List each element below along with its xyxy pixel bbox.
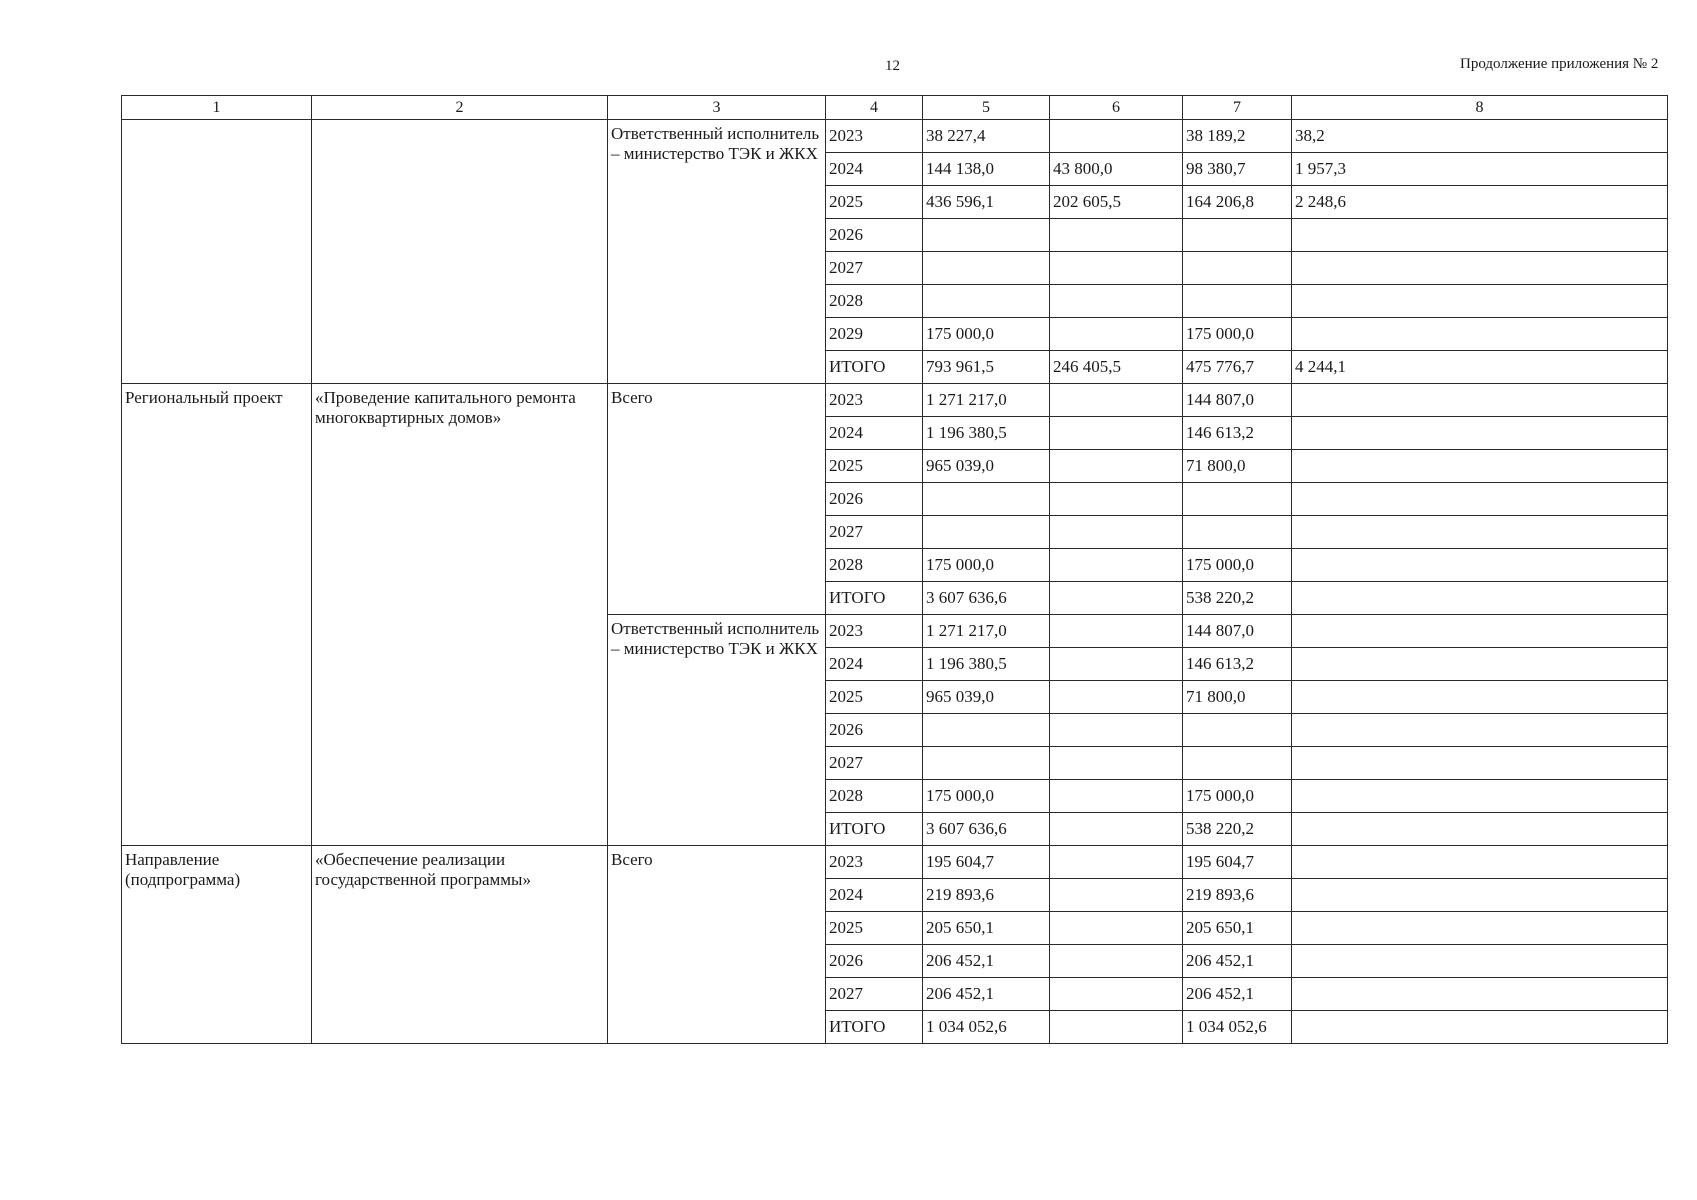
year-cell: ИТОГО bbox=[826, 351, 923, 384]
column-header: 5 bbox=[923, 96, 1050, 120]
regional-cell: 175 000,0 bbox=[1183, 318, 1292, 351]
federal-cell bbox=[1050, 879, 1183, 912]
regional-cell: 205 650,1 bbox=[1183, 912, 1292, 945]
regional-cell: 538 220,2 bbox=[1183, 813, 1292, 846]
year-cell: 2025 bbox=[826, 186, 923, 219]
year-cell: 2026 bbox=[826, 945, 923, 978]
funding-table bbox=[121, 95, 1668, 1044]
regional-cell: 146 613,2 bbox=[1183, 417, 1292, 450]
total-cell: 175 000,0 bbox=[923, 549, 1050, 582]
table-body bbox=[122, 120, 1668, 1044]
section-title-cell: «Обеспечение реализации государственной программы» bbox=[312, 846, 608, 1044]
federal-cell bbox=[1050, 582, 1183, 615]
year-cell: ИТОГО bbox=[826, 1011, 923, 1044]
local-cell bbox=[1292, 384, 1668, 417]
federal-cell: 202 605,5 bbox=[1050, 186, 1183, 219]
local-cell: 38,2 bbox=[1292, 120, 1668, 153]
column-header: 6 bbox=[1050, 96, 1183, 120]
year-cell: 2025 bbox=[826, 681, 923, 714]
local-cell bbox=[1292, 318, 1668, 351]
total-cell: 436 596,1 bbox=[923, 186, 1050, 219]
column-header: 1 bbox=[122, 96, 312, 120]
executor-cell: Ответственный исполнитель – министерство ТЭК и ЖКХ bbox=[608, 120, 826, 384]
federal-cell bbox=[1050, 516, 1183, 549]
total-cell bbox=[923, 714, 1050, 747]
regional-cell: 144 807,0 bbox=[1183, 615, 1292, 648]
local-cell: 1 957,3 bbox=[1292, 153, 1668, 186]
page-number: 12 bbox=[885, 58, 900, 74]
total-cell: 205 650,1 bbox=[923, 912, 1050, 945]
local-cell bbox=[1292, 714, 1668, 747]
regional-cell: 175 000,0 bbox=[1183, 549, 1292, 582]
column-header: 2 bbox=[312, 96, 608, 120]
total-cell bbox=[923, 219, 1050, 252]
regional-cell bbox=[1183, 747, 1292, 780]
federal-cell bbox=[1050, 978, 1183, 1011]
year-cell: 2023 bbox=[826, 615, 923, 648]
total-cell bbox=[923, 747, 1050, 780]
federal-cell bbox=[1050, 120, 1183, 153]
table-row bbox=[122, 846, 1668, 879]
local-cell bbox=[1292, 780, 1668, 813]
regional-cell: 144 807,0 bbox=[1183, 384, 1292, 417]
year-cell: 2026 bbox=[826, 219, 923, 252]
regional-cell: 475 776,7 bbox=[1183, 351, 1292, 384]
year-cell: 2024 bbox=[826, 648, 923, 681]
federal-cell bbox=[1050, 417, 1183, 450]
total-cell bbox=[923, 483, 1050, 516]
regional-cell bbox=[1183, 516, 1292, 549]
regional-cell: 71 800,0 bbox=[1183, 450, 1292, 483]
federal-cell bbox=[1050, 219, 1183, 252]
year-cell: 2028 bbox=[826, 285, 923, 318]
year-cell: 2026 bbox=[826, 714, 923, 747]
total-cell: 1 034 052,6 bbox=[923, 1011, 1050, 1044]
local-cell bbox=[1292, 417, 1668, 450]
executor-cell: Всего bbox=[608, 384, 826, 615]
federal-cell bbox=[1050, 846, 1183, 879]
total-cell: 3 607 636,6 bbox=[923, 582, 1050, 615]
regional-cell: 71 800,0 bbox=[1183, 681, 1292, 714]
total-cell: 219 893,6 bbox=[923, 879, 1050, 912]
regional-cell: 206 452,1 bbox=[1183, 945, 1292, 978]
column-header: 3 bbox=[608, 96, 826, 120]
local-cell bbox=[1292, 549, 1668, 582]
total-cell: 965 039,0 bbox=[923, 681, 1050, 714]
regional-cell: 38 189,2 bbox=[1183, 120, 1292, 153]
regional-cell: 206 452,1 bbox=[1183, 978, 1292, 1011]
local-cell: 2 248,6 bbox=[1292, 186, 1668, 219]
table-row bbox=[122, 384, 1668, 417]
federal-cell bbox=[1050, 945, 1183, 978]
column-header: 8 bbox=[1292, 96, 1668, 120]
total-cell: 1 196 380,5 bbox=[923, 648, 1050, 681]
total-cell: 144 138,0 bbox=[923, 153, 1050, 186]
year-cell: 2025 bbox=[826, 450, 923, 483]
total-cell: 793 961,5 bbox=[923, 351, 1050, 384]
column-header: 4 bbox=[826, 96, 923, 120]
federal-cell bbox=[1050, 483, 1183, 516]
local-cell bbox=[1292, 648, 1668, 681]
year-cell: 2027 bbox=[826, 978, 923, 1011]
year-cell: 2026 bbox=[826, 483, 923, 516]
regional-cell bbox=[1183, 252, 1292, 285]
continuation-label: Продолжение приложения № 2 bbox=[1460, 56, 1659, 72]
federal-cell bbox=[1050, 780, 1183, 813]
year-cell: 2028 bbox=[826, 549, 923, 582]
year-cell: 2024 bbox=[826, 417, 923, 450]
total-cell bbox=[923, 252, 1050, 285]
regional-cell: 219 893,6 bbox=[1183, 879, 1292, 912]
total-cell: 965 039,0 bbox=[923, 450, 1050, 483]
regional-cell: 164 206,8 bbox=[1183, 186, 1292, 219]
regional-cell: 195 604,7 bbox=[1183, 846, 1292, 879]
federal-cell bbox=[1050, 318, 1183, 351]
local-cell bbox=[1292, 516, 1668, 549]
total-cell: 3 607 636,6 bbox=[923, 813, 1050, 846]
year-cell: 2027 bbox=[826, 516, 923, 549]
federal-cell bbox=[1050, 912, 1183, 945]
total-cell bbox=[923, 516, 1050, 549]
total-cell: 195 604,7 bbox=[923, 846, 1050, 879]
federal-cell: 246 405,5 bbox=[1050, 351, 1183, 384]
federal-cell bbox=[1050, 384, 1183, 417]
section-title-cell: «Проведение капитального ремонта многоквартирных домов» bbox=[312, 384, 608, 846]
local-cell bbox=[1292, 945, 1668, 978]
federal-cell bbox=[1050, 1011, 1183, 1044]
year-cell: ИТОГО bbox=[826, 582, 923, 615]
total-cell bbox=[923, 285, 1050, 318]
year-cell: 2023 bbox=[826, 384, 923, 417]
federal-cell: 43 800,0 bbox=[1050, 153, 1183, 186]
regional-cell bbox=[1183, 285, 1292, 318]
local-cell bbox=[1292, 846, 1668, 879]
local-cell bbox=[1292, 813, 1668, 846]
total-cell: 1 271 217,0 bbox=[923, 384, 1050, 417]
executor-cell: Ответственный исполнитель – министерство ТЭК и ЖКХ bbox=[608, 615, 826, 846]
regional-cell: 1 034 052,6 bbox=[1183, 1011, 1292, 1044]
year-cell: 2025 bbox=[826, 912, 923, 945]
year-cell: 2023 bbox=[826, 120, 923, 153]
local-cell bbox=[1292, 747, 1668, 780]
federal-cell bbox=[1050, 615, 1183, 648]
regional-cell: 175 000,0 bbox=[1183, 780, 1292, 813]
year-cell: 2027 bbox=[826, 747, 923, 780]
regional-cell bbox=[1183, 714, 1292, 747]
federal-cell bbox=[1050, 285, 1183, 318]
local-cell bbox=[1292, 483, 1668, 516]
year-cell: ИТОГО bbox=[826, 813, 923, 846]
federal-cell bbox=[1050, 813, 1183, 846]
total-cell: 206 452,1 bbox=[923, 945, 1050, 978]
total-cell: 1 196 380,5 bbox=[923, 417, 1050, 450]
section-title-cell bbox=[312, 120, 608, 384]
table-row bbox=[122, 120, 1668, 153]
local-cell bbox=[1292, 582, 1668, 615]
federal-cell bbox=[1050, 549, 1183, 582]
year-cell: 2029 bbox=[826, 318, 923, 351]
federal-cell bbox=[1050, 648, 1183, 681]
local-cell bbox=[1292, 1011, 1668, 1044]
regional-cell bbox=[1183, 219, 1292, 252]
section-type-cell bbox=[122, 120, 312, 384]
column-header: 7 bbox=[1183, 96, 1292, 120]
section-type-cell: Направление (подпрограмма) bbox=[122, 846, 312, 1044]
local-cell bbox=[1292, 879, 1668, 912]
total-cell: 206 452,1 bbox=[923, 978, 1050, 1011]
federal-cell bbox=[1050, 747, 1183, 780]
local-cell bbox=[1292, 219, 1668, 252]
regional-cell: 98 380,7 bbox=[1183, 153, 1292, 186]
local-cell: 4 244,1 bbox=[1292, 351, 1668, 384]
local-cell bbox=[1292, 252, 1668, 285]
year-cell: 2023 bbox=[826, 846, 923, 879]
local-cell bbox=[1292, 681, 1668, 714]
federal-cell bbox=[1050, 681, 1183, 714]
local-cell bbox=[1292, 615, 1668, 648]
local-cell bbox=[1292, 285, 1668, 318]
local-cell bbox=[1292, 450, 1668, 483]
total-cell: 175 000,0 bbox=[923, 318, 1050, 351]
year-cell: 2024 bbox=[826, 879, 923, 912]
regional-cell: 538 220,2 bbox=[1183, 582, 1292, 615]
federal-cell bbox=[1050, 714, 1183, 747]
year-cell: 2028 bbox=[826, 780, 923, 813]
executor-cell: Всего bbox=[608, 846, 826, 1044]
local-cell bbox=[1292, 978, 1668, 1011]
regional-cell bbox=[1183, 483, 1292, 516]
total-cell: 175 000,0 bbox=[923, 780, 1050, 813]
regional-cell: 146 613,2 bbox=[1183, 648, 1292, 681]
year-cell: 2027 bbox=[826, 252, 923, 285]
section-type-cell: Региональный проект bbox=[122, 384, 312, 846]
year-cell: 2024 bbox=[826, 153, 923, 186]
federal-cell bbox=[1050, 252, 1183, 285]
local-cell bbox=[1292, 912, 1668, 945]
column-number-row bbox=[122, 96, 1668, 120]
total-cell: 1 271 217,0 bbox=[923, 615, 1050, 648]
federal-cell bbox=[1050, 450, 1183, 483]
total-cell: 38 227,4 bbox=[923, 120, 1050, 153]
